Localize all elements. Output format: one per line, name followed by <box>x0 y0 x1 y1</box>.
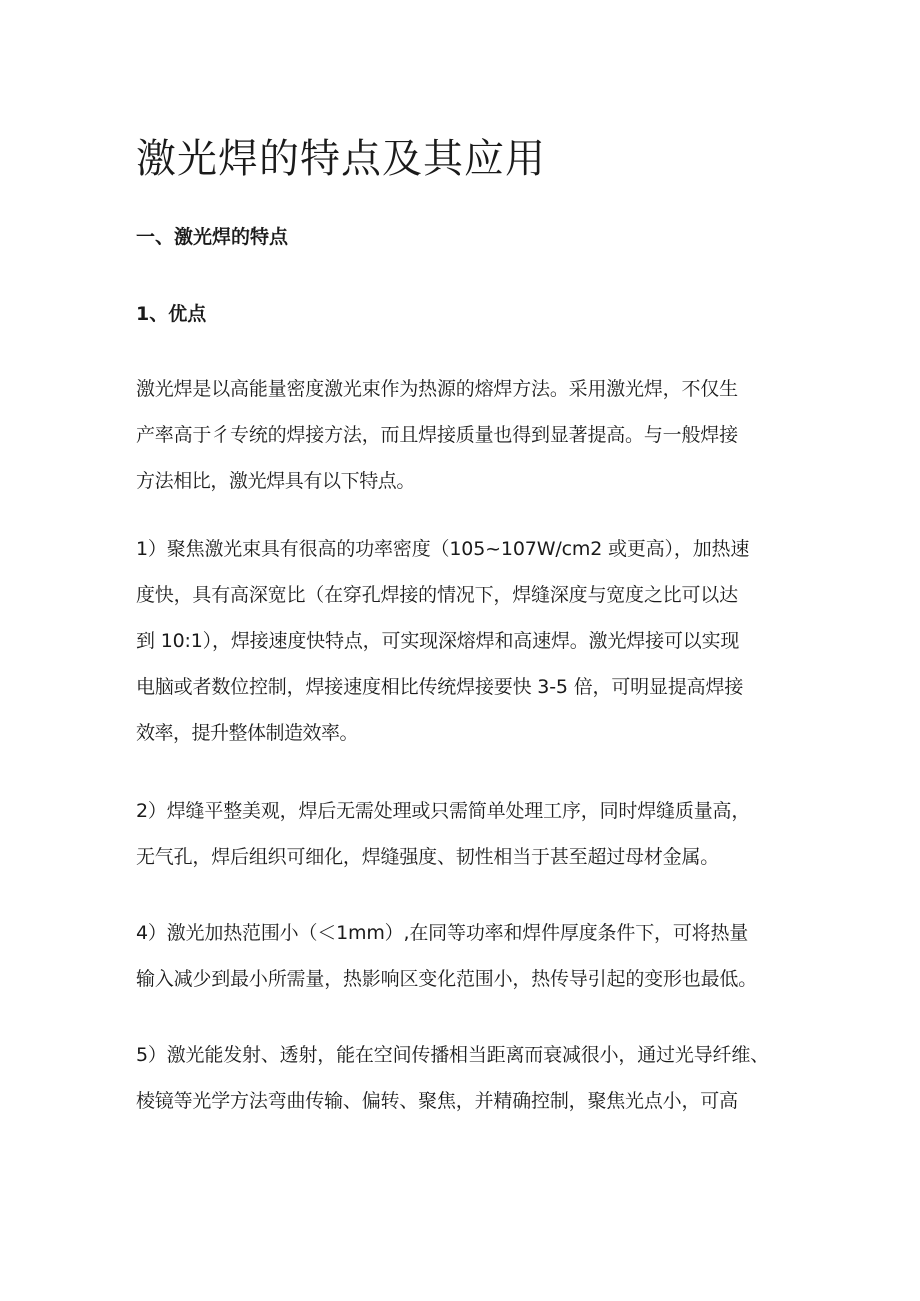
text-line: 电脑或者数位控制，焊接速度相比传统焊接要快 3-5 倍，可明显提高焊接 <box>136 676 744 698</box>
text-line: 产率高于彳专统的焊接方法，而且焊接质量也得到显著提高。与一般焊接 <box>136 424 738 446</box>
section-heading: 一、激光焊的特点 <box>136 226 289 248</box>
text-line: 度快，具有高深宽比（在穿孔焊接的情况下，焊缝深度与宽度之比可以达 <box>136 584 738 606</box>
text-line: 效率，提升整体制造效率。 <box>136 722 359 744</box>
text-line: 5）激光能发射、透射，能在空间传播相当距离而衰减很小，通过光导纤维、 <box>136 1044 769 1066</box>
text-line: 棱镜等光学方法弯曲传输、偏转、聚焦，并精确控制，聚焦光点小，可高 <box>136 1090 738 1112</box>
paragraph-point-1 <box>136 526 796 756</box>
text-line: 4）激光加热范围小（＜1mm）,在同等功率和焊件厚度条件下，可将热量 <box>136 922 749 944</box>
text-line: 1）聚焦激光束具有很高的功率密度（105~107W/cm2 或更高），加热速 <box>136 538 750 560</box>
page-title: 激光焊的特点及其应用 <box>136 136 546 182</box>
text-line: 方法相比，激光焊具有以下特点。 <box>136 470 416 492</box>
paragraph-point-4 <box>136 910 796 1002</box>
text-line: 无气孔，焊后组织可细化，焊缝强度、韧性相当于甚至超过母材金属。 <box>136 846 720 868</box>
paragraph-point-5 <box>136 1032 796 1124</box>
paragraph-intro <box>136 366 796 504</box>
paragraph-point-2 <box>136 788 796 880</box>
sub-heading: 1、优点 <box>136 303 207 325</box>
text-line: 激光焊是以高能量密度激光束作为热源的熔焊方法。采用激光焊，不仅生 <box>136 378 738 400</box>
text-line: 输入减少到最小所需量，热影响区变化范围小，热传导引起的变形也最低。 <box>136 968 758 990</box>
text-line: 2）焊缝平整美观，焊后无需处理或只需简单处理工序，同时焊缝质量高， <box>136 800 751 822</box>
text-line: 到 10:1），焊接速度快特点，可实现深熔焊和高速焊。激光焊接可以实现 <box>136 630 740 652</box>
